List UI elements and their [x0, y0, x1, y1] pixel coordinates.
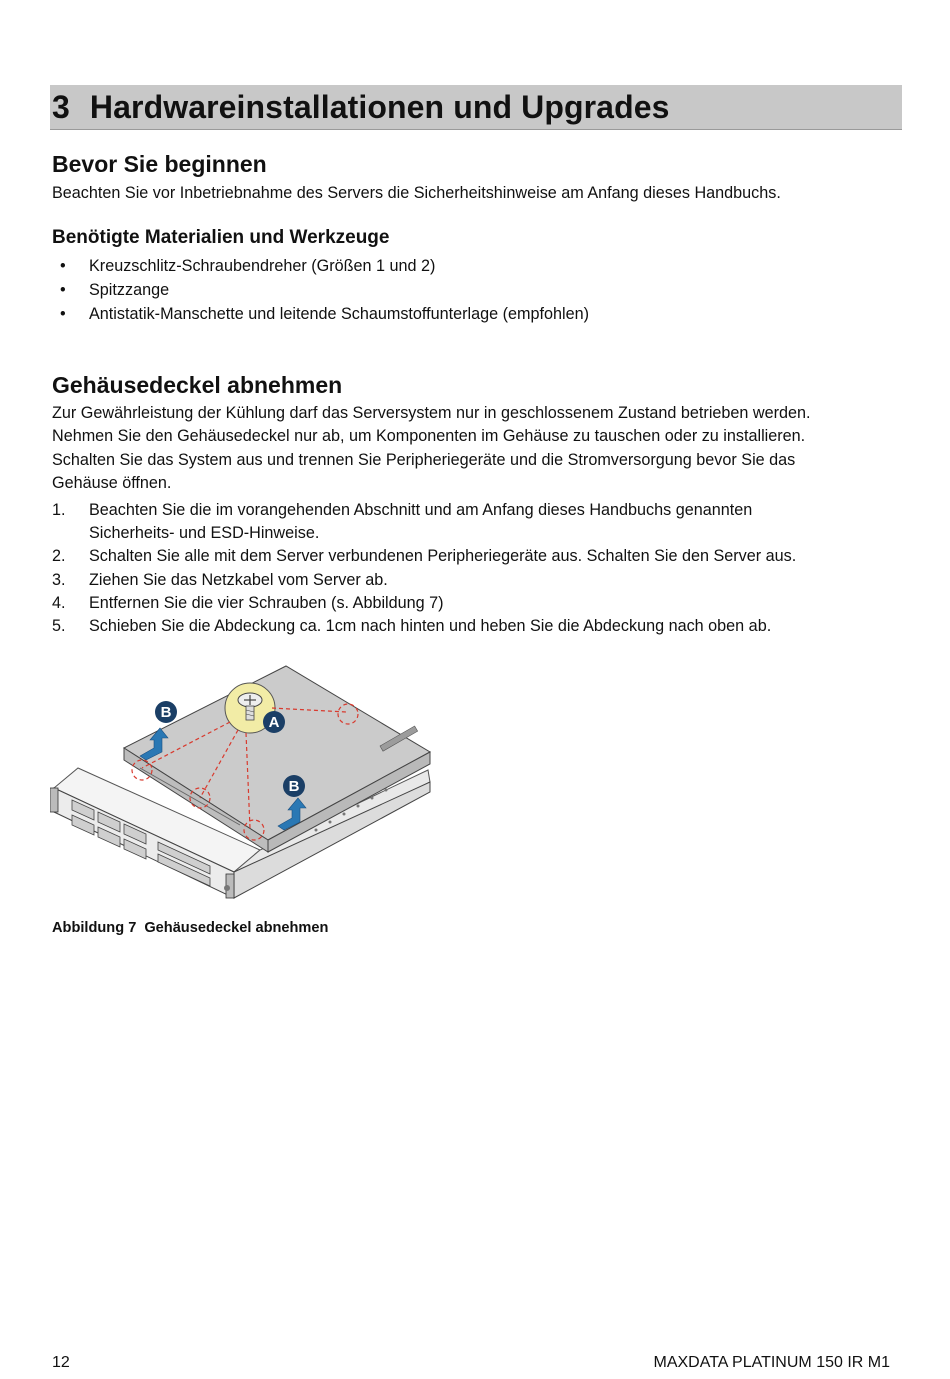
list-item: • Spitzzange	[52, 278, 902, 302]
chapter-number: 3	[52, 88, 70, 125]
materials-list	[52, 254, 902, 326]
caption-text: Gehäusedeckel abnehmen	[144, 920, 329, 936]
figure-caption	[52, 920, 328, 936]
callout-b-top: B	[160, 704, 172, 721]
bullet-icon: •	[60, 281, 66, 299]
bullet-icon: •	[60, 257, 66, 275]
cover-removal-figure	[50, 660, 434, 905]
cover-intro: Zur Gewährleistung der Kühlung darf das Serversystem nur in geschlossenem Zustand betrieben werden. Nehmen Sie den Gehäusedeckel nur ab, um Komponenten im Gehäuse zu tauschen oder zu installieren. Schalten Sie das System aus und trennen Sie Peripheriegeräte und die Stromversorgung bevor Sie das Gehäuse öffnen.	[52, 404, 811, 492]
section-heading-cover: Gehäusedeckel abnehmen	[52, 372, 343, 398]
section-heading-before: Bevor Sie beginnen	[52, 151, 267, 177]
caption-label: Abbildung 7	[52, 920, 137, 936]
callout-a: A	[268, 714, 280, 731]
step-item: 4. Entfernen Sie die vier Schrauben (s. Abbildung 7)	[52, 593, 444, 612]
list-item: • Kreuzschlitz-Schraubendreher (Größen 1 und 2)	[52, 254, 902, 278]
callout-b-bottom: B	[288, 778, 300, 795]
chapter-heading	[50, 85, 902, 130]
step-item: 2. Schalten Sie alle mit dem Server verbundenen Peripheriegeräte aus. Schalten Sie den Server aus.	[52, 547, 797, 566]
materials-heading: Benötigte Materialien und Werkzeuge	[52, 227, 390, 248]
steps-list	[52, 499, 902, 638]
step-item: 3. Ziehen Sie das Netzkabel vom Server ab.	[52, 570, 388, 589]
chapter-title: Hardwareinstallationen und Upgrades	[89, 88, 670, 125]
step-item: 1. Beachten Sie die im vorangehenden Abschnitt und am Anfang dieses Handbuchs genannten Sicherheits- und ESD-Hinweise.	[52, 501, 753, 543]
footer-product: MAXDATA PLATINUM 150 IR M1	[653, 1354, 890, 1371]
page-number: 12	[52, 1354, 70, 1371]
bullet-icon: •	[60, 305, 66, 323]
list-item: • Antistatik-Manschette und leitende Schaumstoffunterlage (empfohlen)	[52, 302, 902, 326]
step-item: 5. Schieben Sie die Abdeckung ca. 1cm nach hinten und heben Sie die Abdeckung nach oben ab.	[52, 617, 772, 636]
section-before-text: Beachten Sie vor Inbetriebnahme des Servers die Sicherheitshinweise am Anfang dieses Handbuchs.	[52, 184, 781, 202]
